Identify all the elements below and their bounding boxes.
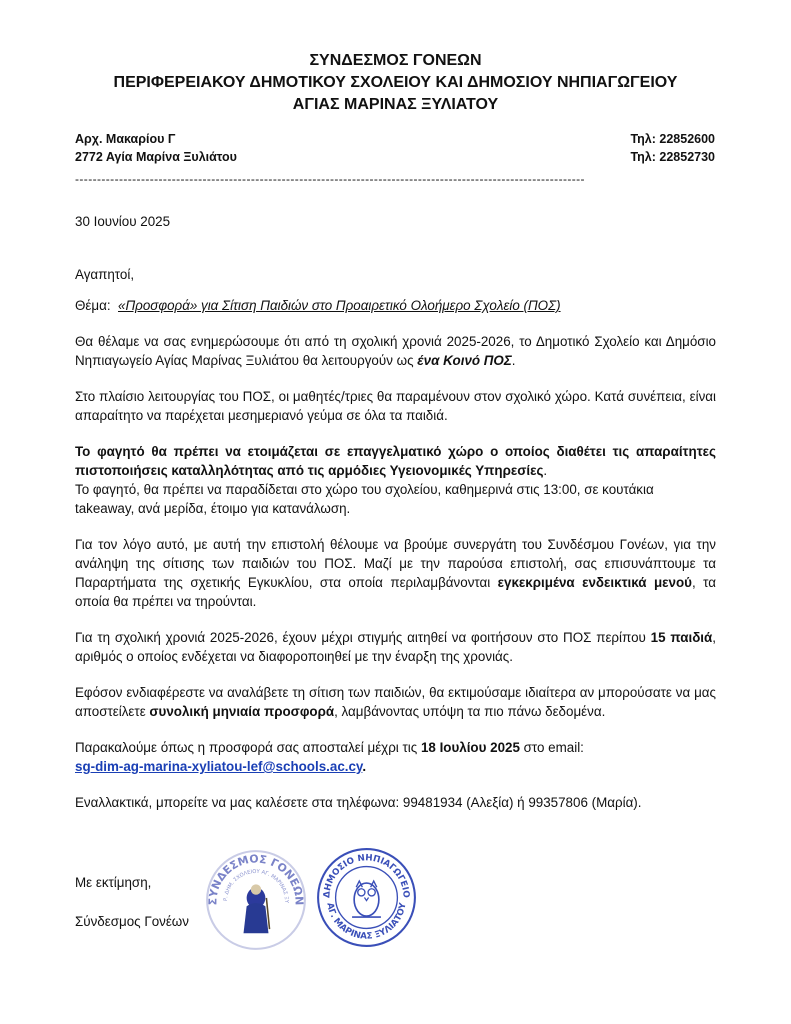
p3-dot: . xyxy=(543,463,548,478)
stamp-left-inner-text: Ρ. ΔΗΜ. ΣΧΟΛΕΙΟΥ ΑΓ. ΜΑΡΙΝΑΣ ΞΥ xyxy=(222,868,290,904)
letter-body xyxy=(75,212,716,812)
parents-association-stamp xyxy=(204,848,308,952)
p4-end: , τα οποία θα πρέπει να τηρούνται. xyxy=(75,575,716,609)
p5-bold: 15 παιδιά xyxy=(650,630,713,645)
header-line-2: ΠΕΡΙΦΕΡΕΙΑΚΟΥ ΔΗΜΟΤΙΚΟΥ ΣΧΟΛΕΙΟΥ ΚΑΙ ΔΗΜΟΣΙΟΥ ΝΗΠΙΑΓΩΓΕΙΟΥ xyxy=(113,74,678,91)
p6-end: , λαμβάνοντας υπόψη τα πιο πάνω δεδομένα. xyxy=(334,704,606,719)
p7-mid: στο email: xyxy=(519,740,584,755)
p1-end: . xyxy=(511,353,516,368)
phone-line-2: Τηλ: 22852730 xyxy=(630,150,715,164)
p5-text: Για τη σχολική χρονιά 2025-2026, έχουν μέχρι στιγμής αιτηθεί να φοιτήσουν στο ΠΟΣ περίπου xyxy=(75,630,651,645)
stamp-right-bottom-text: ΑΓ. ΜΑΡΙΝΑΣ ΞΥΛΙΑΤΟΥ xyxy=(324,901,409,942)
p1-bold: ένα Κοινό ΠΟΣ xyxy=(417,353,512,368)
divider-line: -------------------------------------------------------------------------------------------------------------------- xyxy=(75,172,585,186)
address-line-1: Αρχ. Μακαρίου Γ xyxy=(75,132,176,146)
p5-end: , αριθμός ο οποίος ενδέχεται να διαφοροποιηθεί με την έναρξη της χρονιάς. xyxy=(75,630,716,664)
stamp-right-top-text: ΔΗΜΟΣΙΟ ΝΗΠΙΑΓΩΓΕΙΟ xyxy=(322,853,411,899)
paragraph-2: Στο πλαίσιο λειτουργίας του ΠΟΣ, οι μαθητές/τριες θα παραμένουν στον σχολικό χώρο. Κατά συνέπεια, είναι απαραίτητο να παρέχεται μεσημεριανό γεύμα σε όλα τα παιδιά. xyxy=(75,389,716,423)
signoff xyxy=(75,875,189,929)
p7-bold: 18 Ιουλίου 2025 xyxy=(420,740,520,755)
stamp-left-arc-text: ΣΥΝΔΕΣΜΟΣ ΓΟΝΕΩΝ xyxy=(206,852,306,906)
closing: Με εκτίμηση, xyxy=(75,875,152,890)
paragraph-8: Εναλλακτικά, μπορείτε να μας καλέσετε στα τηλέφωνα: 99481934 (Αλεξία) ή 99357806 (Μαρία). xyxy=(75,795,642,810)
paragraph-3-bold xyxy=(75,442,716,480)
p7-text: Παρακαλούμε όπως η προσφορά σας αποσταλεί μέχρι τις xyxy=(75,740,421,755)
owl-icon xyxy=(352,881,381,917)
paragraph-1 xyxy=(75,332,716,370)
subject-label: Θέμα: xyxy=(75,298,111,313)
paragraph-3: Το φαγητό, θα πρέπει να παραδίδεται στο χώρο του σχολείου, καθημερινά στις 13:00, σε κουτάκια takeaway, ανά μερίδα, έτοιμο για κατανάλωση. xyxy=(75,482,654,516)
p6-text: Εφόσον ενδιαφέρεστε να αναλάβετε τη σίτιση των παιδιών, θα εκτιμούσαμε ιδιαίτερα αν μπορούσατε να μας αποστείλετε xyxy=(75,685,716,719)
p1-text: Θα θέλαμε να σας ενημερώσουμε ότι από τη σχολική χρονιά 2025-2026, το Δημοτικό Σχολείο και Δημόσιο Νηπιαγωγείο Αγίας Μαρίνας Ξυλιάτου θα λειτουργούν ως xyxy=(75,334,716,368)
phone-line-1: Τηλ: 22852600 xyxy=(630,132,715,146)
kindergarten-stamp xyxy=(315,846,418,949)
contact-block xyxy=(75,130,715,166)
p4-bold: εγκεκριμένα ενδεικτικά μενού xyxy=(497,575,692,590)
p6-bold: συνολική μηνιαία προσφορά xyxy=(149,704,335,719)
paragraph-6 xyxy=(75,683,716,721)
letterhead xyxy=(0,50,791,116)
saint-figure-icon xyxy=(244,884,270,933)
address-line-2: 2772 Αγία Μαρίνα Ξυλιάτου xyxy=(75,150,237,164)
signature: Σύνδεσμος Γονέων xyxy=(75,914,189,929)
p3-bold: Το φαγητό θα πρέπει να ετοιμάζεται σε επαγγελματικό χώρο ο οποίος διαθέτει τις απαραίτητες πιστοποιήσεις καταλληλότητας από τις αρμόδιες Υγειονομικές Υπηρεσίες xyxy=(75,444,716,478)
email-link[interactable]: sg-dim-ag-marina-xyliatou-lef@schools.ac.cy xyxy=(75,759,363,774)
email-dot: . xyxy=(362,759,367,774)
greeting: Αγαπητοί, xyxy=(75,267,135,282)
p4-text: Για τον λόγο αυτό, με αυτή την επιστολή θέλουμε να βρούμε συνεργάτη του Συνδέσμου Γονέων, για την ανάληψη της σίτισης των παιδιών του ΠΟΣ. Μαζί με την παρούσα επιστολή, σας επισυνάπτουμε τα Παραρτήματα της σχετικής Εγκυκλίου, στα οποία περιλαμβάνονται xyxy=(75,537,716,590)
subject-line xyxy=(75,296,716,315)
header-line-3: ΑΓΙΑΣ ΜΑΡΙΝΑΣ ΞΥΛΙΑΤΟΥ xyxy=(292,96,499,113)
paragraph-5 xyxy=(75,628,716,666)
subject-text: «Προσφορά» για Σίτιση Παιδιών στο Προαιρετικό Ολοήμερο Σχολείο (ΠΟΣ) xyxy=(118,298,561,313)
paragraph-4 xyxy=(75,535,716,611)
paragraph-7 xyxy=(75,738,716,776)
letter-date: 30 Ιουνίου 2025 xyxy=(75,214,171,229)
header-line-1: ΣΥΝΔΕΣΜΟΣ ΓΟΝΕΩΝ xyxy=(309,52,482,69)
